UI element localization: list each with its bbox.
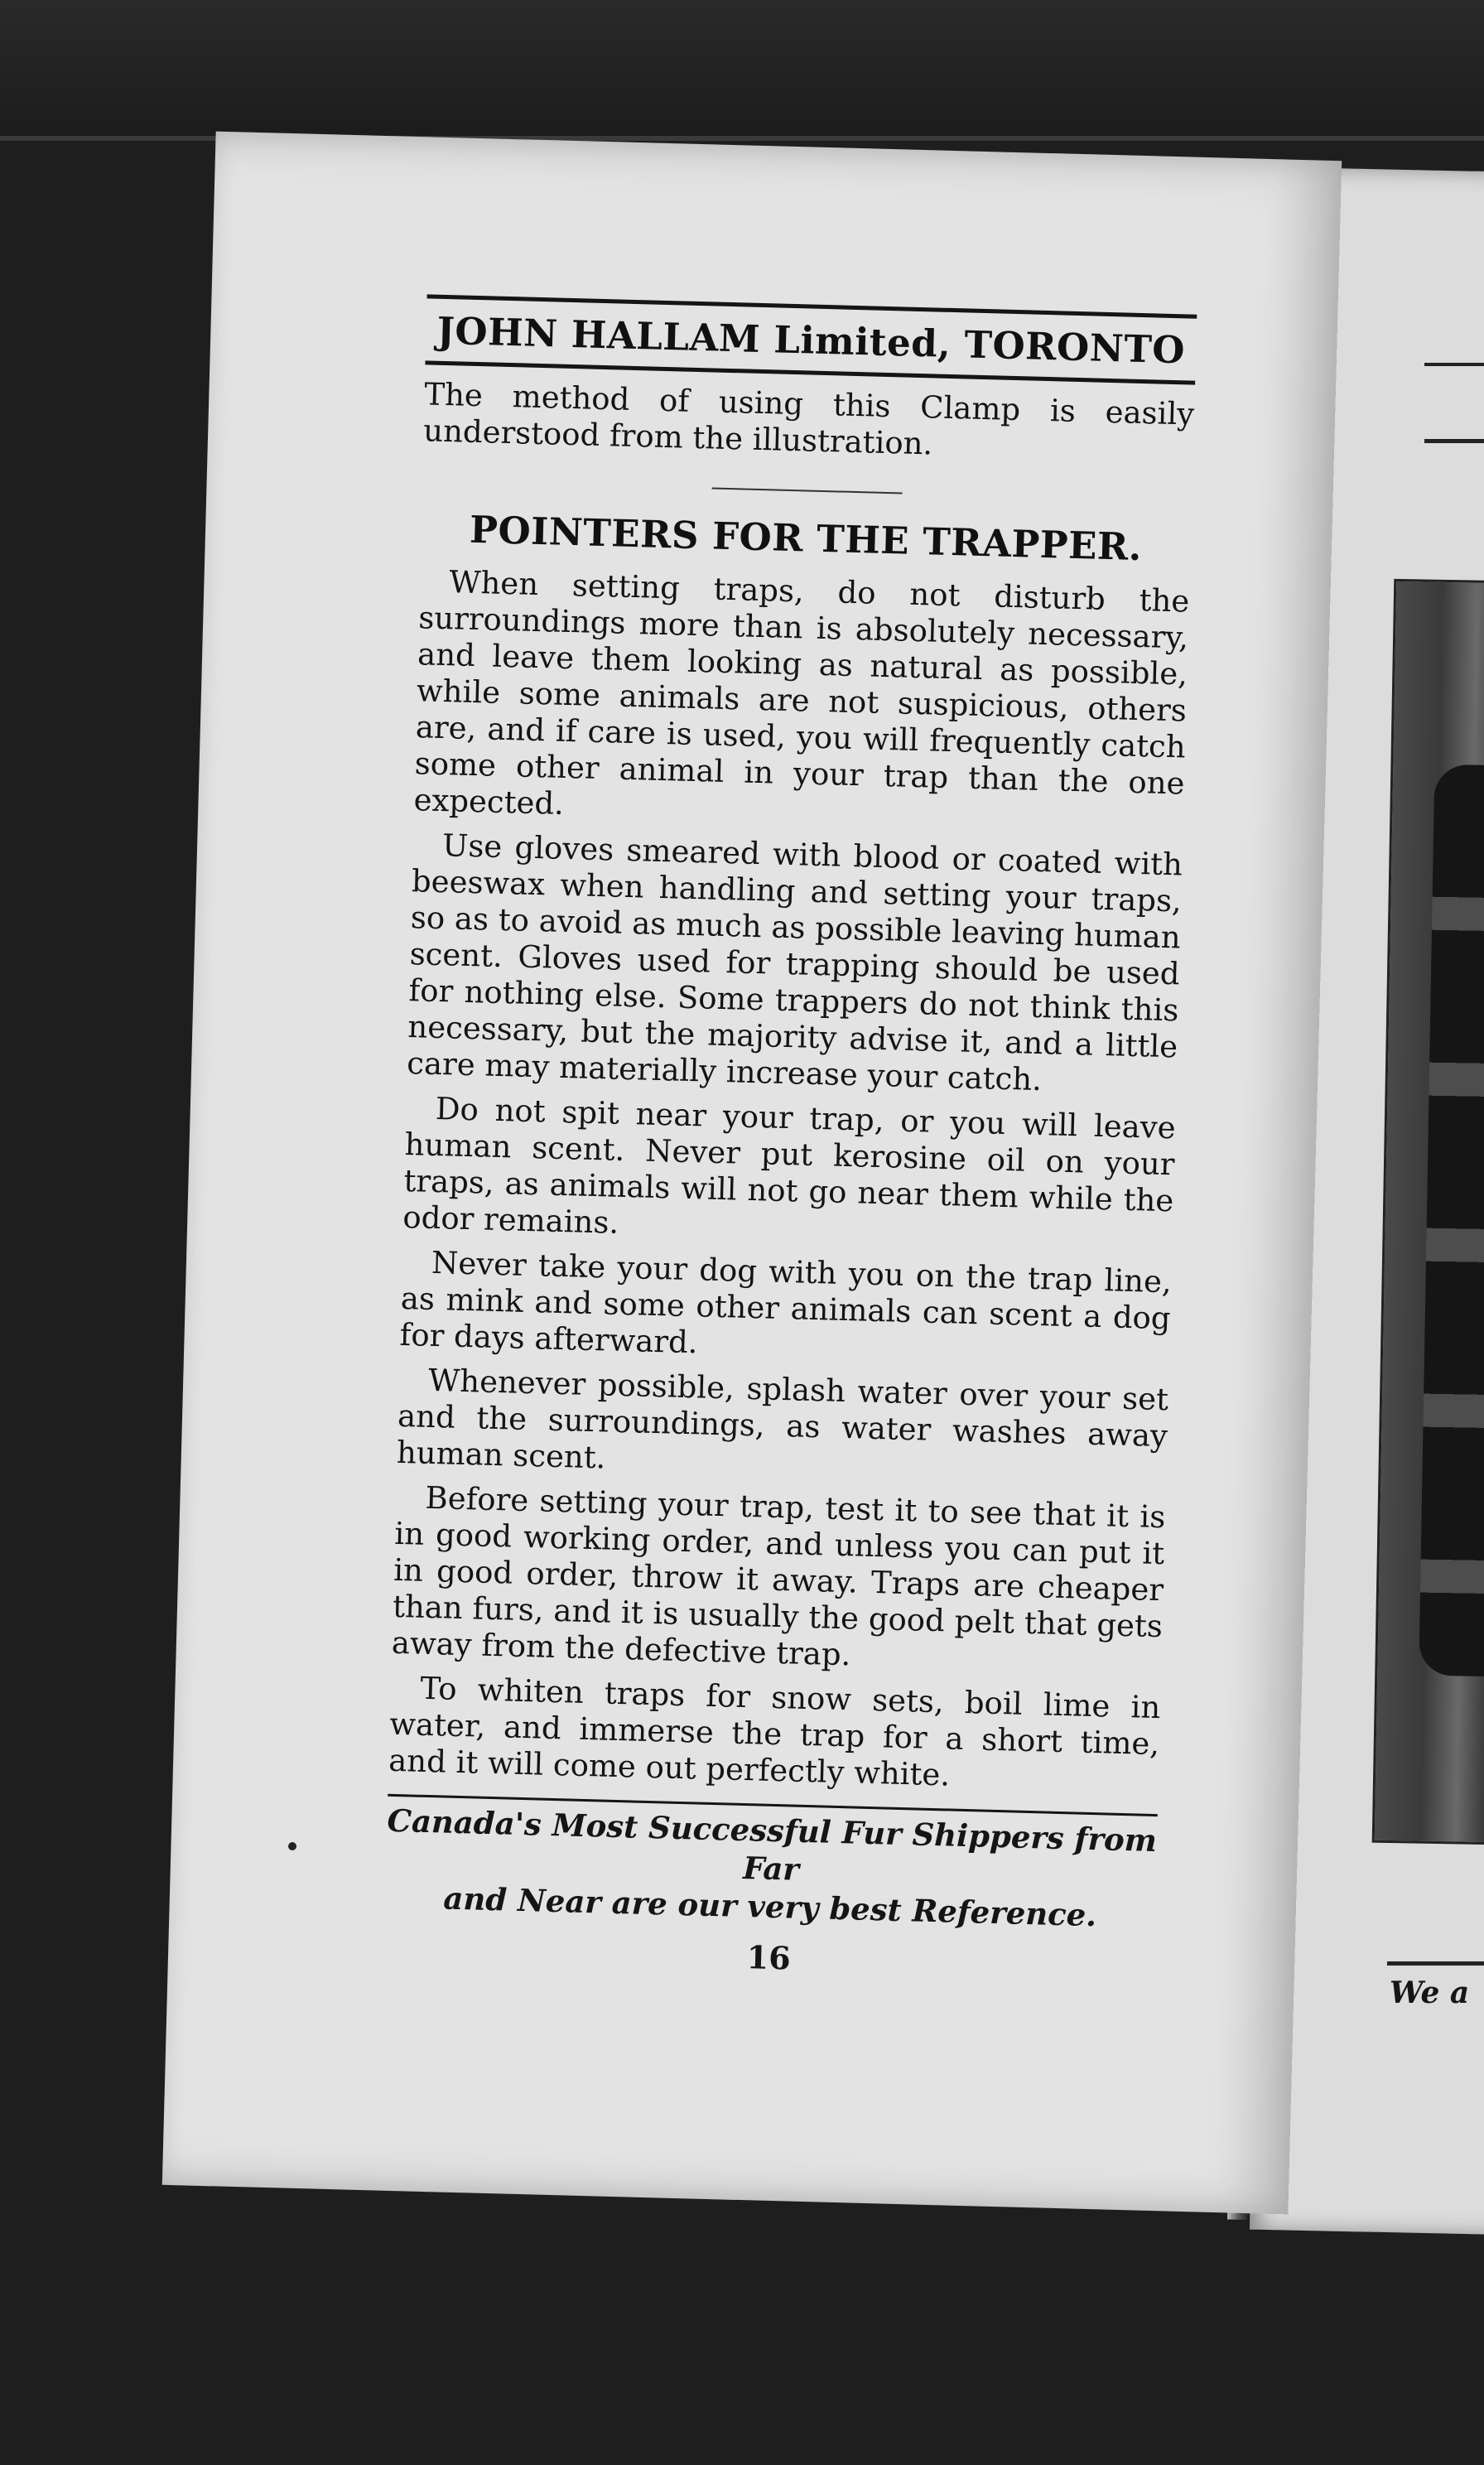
footer-line-1: Canada's Most Successful Fur Shippers from Far bbox=[387, 1802, 1158, 1888]
paragraph: Use gloves smeared with blood or coated with beeswax when handling and setting your traps, so as to avoid as much as possible leaving human scent. Gloves used for trapping should be used for nothing else. Some trappers do not think this necessary, but the majority advise it, and a little care may materially increase your catch. bbox=[406, 827, 1183, 1098]
footer-slogan bbox=[384, 1802, 1157, 1936]
footer-line-2: and Near are our very best Reference. bbox=[442, 1879, 1097, 1934]
paragraph: Whenever possible, splash water over your set and the surroundings, as water washes away human scent. bbox=[396, 1362, 1169, 1476]
ink-speck bbox=[288, 1842, 296, 1850]
left-page bbox=[162, 132, 1342, 2215]
page-content bbox=[383, 294, 1197, 1986]
paragraph: Do not spit near your trap, or you will leave human scent. Never put kerosine oil on your traps, as animals will not go near them while the odor remains. bbox=[402, 1090, 1177, 1241]
intro-text: The method of using this Clamp is easily understood from the illustration. bbox=[422, 376, 1195, 462]
section-divider bbox=[712, 487, 903, 494]
right-page-footer-rule bbox=[1387, 1961, 1484, 1966]
right-page-footer-text: We a bbox=[1390, 1975, 1470, 2010]
paragraph: To whiten traps for snow sets, boil lime in water, and immerse the trap for a short time, and it will come out perfectly white. bbox=[388, 1670, 1161, 1793]
section-heading: POINTERS FOR THE TRAPPER. bbox=[469, 507, 1143, 570]
paragraph: When setting traps, do not disturb the surroundings more than is absolutely necessary, and leave them looking as natural as possible, while some animals are not suspicious, others are, and if care is used, you will frequently catch some other animal in your trap than the one expected. bbox=[413, 564, 1190, 822]
right-page-header-rule-top bbox=[1424, 363, 1484, 366]
paragraph: Never take your dog with you on the trap line, as mink and some other animals can scent a dog for days afterward. bbox=[399, 1244, 1173, 1361]
paragraph: Before setting your trap, test it to see that it is in good working order, and unless you can put it in good order, throw it away. Traps are cheaper than furs, and it is usually the good pelt that gets away from the defective trap. bbox=[391, 1479, 1166, 1673]
running-header: JOHN HALLAM Limited, TORONTO bbox=[436, 308, 1186, 373]
scan-background bbox=[0, 0, 1484, 141]
right-page-header-rule-bottom bbox=[1424, 439, 1484, 443]
page-number: 16 bbox=[746, 1938, 792, 1977]
